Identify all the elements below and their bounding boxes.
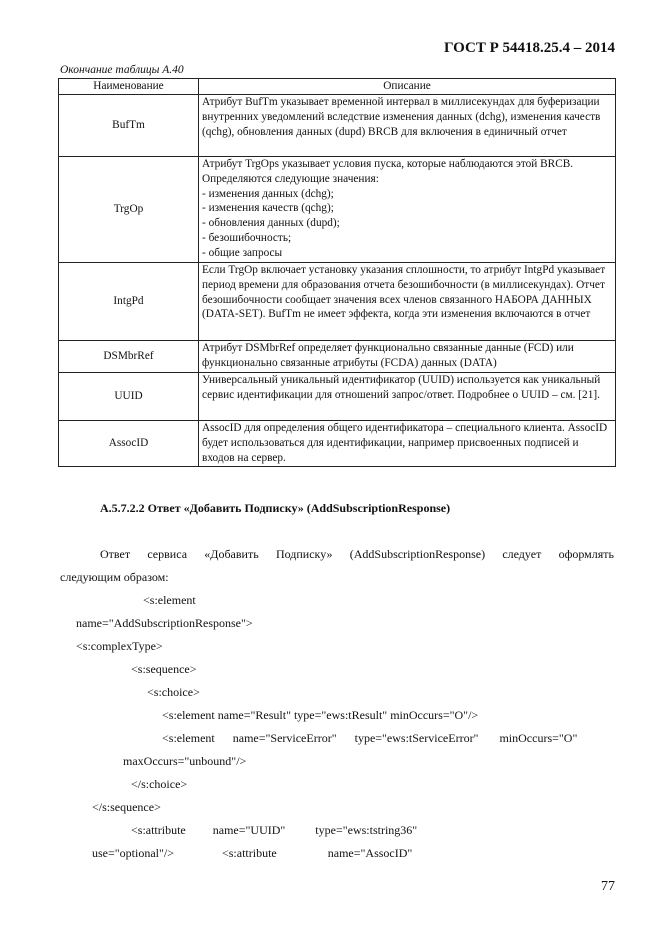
column-header-description: Описание [199,79,616,95]
code-line: </s:choice> [131,777,188,791]
code-line: name="AddSubscriptionResponse"> [76,616,253,630]
row-name: DSMbrRef [59,341,199,373]
row-description: AssocID для определения общего идентификатора – специального клиента. AssocID будет использоваться для идентификации, например присвоенных подписей и входов на сервер. [199,421,616,467]
row-description: Если TrgOp включает установку указания сплошности, то атрибут IntgPd указывает период времени для образования отчета безошибочности (в миллисекундах). Отчет безошибочности сообщает значения всех членов связанного НАБОРА ДАННЫХ (DATA-SET). BufTm не имеет эффекта, когда эти изменения включаются в отчет [199,263,616,341]
column-header-name: Наименование [59,79,199,95]
attributes-table [58,78,616,467]
table-row [59,373,616,421]
table-header-row [59,79,616,95]
section-heading: А.5.7.2.2 Ответ «Добавить Подписку» (AddSubscriptionResponse) [100,501,451,515]
table-caption: Окончание таблицы А.40 [60,64,184,76]
row-name: AssocID [59,421,199,467]
code-line: <s:attribute name="UUID" type="ews:tstring36" [131,823,418,837]
code-line: <s:complexType> [76,639,163,653]
code-line: <s:element name="ServiceError" type="ews:tServiceError" minOccurs="O" [162,731,578,745]
row-description: Атрибут BufTm указывает временной интервал в миллисекундах для буферизации внутренних уведомлений вследствие изменения данных (dchg), изменения качеств (qchg), обновления данных (dupd) BRCB для включения в единичный отчет [199,95,616,157]
document-header: ГОСТ Р 54418.25.4 – 2014 [443,40,615,56]
code-line: <s:element [143,593,196,607]
table-row [59,157,616,263]
code-line: <s:sequence> [131,662,197,676]
code-line: <s:choice> [147,685,200,699]
code-line: use="optional"/> <s:attribute name="AssocID" [92,846,413,860]
table-row [59,263,616,341]
row-name: UUID [59,373,199,421]
paragraph-line: Ответ сервиса «Добавить Подписку» (AddSubscriptionResponse) следует оформлять [100,547,614,561]
row-name: BufTm [59,95,199,157]
code-line: <s:element name="Result" type="ews:tResult" minOccurs="O"/> [162,708,479,722]
table-row [59,341,616,373]
code-line: maxOccurs="unbound"/> [123,754,247,768]
row-description: Универсальный уникальный идентификатор (UUID) используется как уникальный сервис идентификации для отношений запрос/ответ. Подробнее о UUID – см. [21]. [199,373,616,421]
row-description: Атрибут TrgOps указывает условия пуска, которые наблюдаются этой BRCB. Определяются следующие значения: - изменения данных (dchg); - изменения качеств (qchg); - обновления данных (dupd); - безошибочность; - общие запросы [199,157,616,263]
row-name: TrgOp [59,157,199,263]
code-line: </s:sequence> [92,800,161,814]
row-name: IntgPd [59,263,199,341]
page-number: 77 [601,879,615,894]
table-row [59,421,616,467]
row-description: Атрибут DSMbrRef определяет функционально связанные данные (FCD) или функционально связанные атрибуты (FCDA) данных (DATA) [199,341,616,373]
table-row [59,95,616,157]
paragraph-line: следующим образом: [60,570,169,584]
